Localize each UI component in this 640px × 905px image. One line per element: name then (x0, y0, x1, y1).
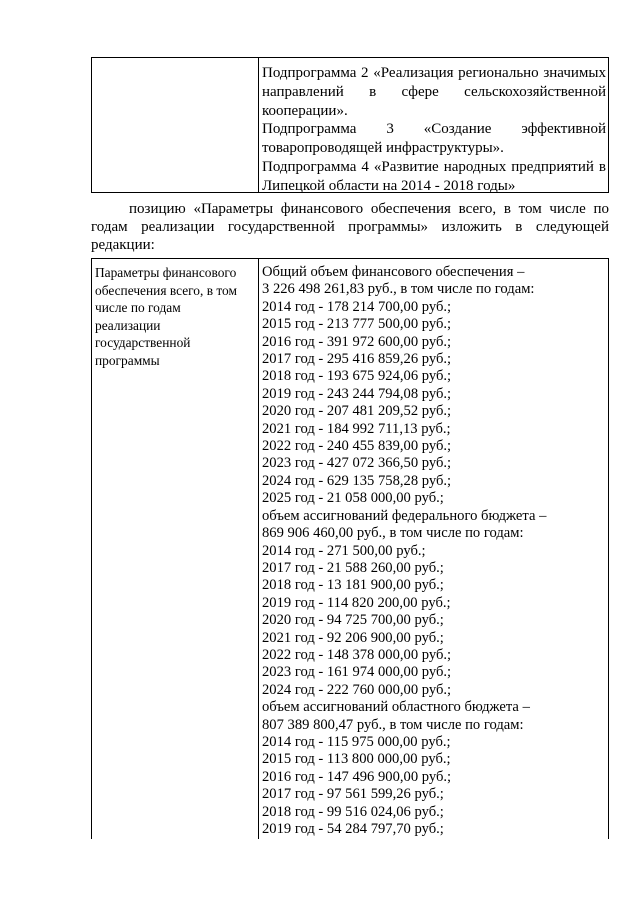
paragraph-line: позицию «Параметры финансового обеспечения всего, в том числе по (129, 201, 609, 217)
financing-line: 2019 год - 54 284 797,70 руб.; (262, 821, 444, 837)
financing-line: 2022 год - 240 455 839,00 руб.; (262, 438, 452, 455)
financing-line: 2017 год - 295 416 859,26 руб.; (262, 351, 452, 368)
financing-table (91, 258, 609, 839)
financing-line: 2018 год - 193 675 924,06 руб.; (262, 368, 452, 385)
financing-line: 2020 год - 207 481 209,52 руб.; (262, 403, 452, 420)
financing-line: 2014 год - 115 975 000,00 руб.; (262, 733, 451, 750)
financing-line: 2022 год - 148 378 000,00 руб.; (262, 646, 452, 663)
financing-line: 2018 год - 13 181 900,00 руб.; (262, 577, 444, 594)
label-line: обеспечения всего, в том (95, 282, 237, 298)
subprograms-line: направлений в сфере сельскохозяйственной (262, 83, 606, 100)
financing-values-cell (262, 264, 606, 838)
subprograms-line: Подпрограмма 3 «Создание эффективной (262, 121, 606, 138)
financing-line: Общий объем финансового обеспечения – (262, 264, 525, 280)
subprograms-line: Подпрограмма 2 «Реализация регионально значимых (262, 65, 606, 81)
instruction-paragraph (91, 200, 609, 254)
label-line: реализации (95, 317, 161, 333)
paragraph-line: годам реализации государственной программы» изложить в следующей (91, 219, 609, 235)
financing-line: 807 389 800,47 руб., в том числе по годам: (262, 716, 524, 733)
financing-line: 2017 год - 97 561 599,26 руб.; (262, 786, 444, 803)
financing-line: 2019 год - 243 244 794,08 руб.; (262, 385, 452, 402)
financing-line: 2014 год - 271 500,00 руб.; (262, 542, 426, 559)
financing-line: 2014 год - 178 214 700,00 руб.; (262, 298, 452, 315)
financing-line: 2021 год - 92 206 900,00 руб.; (262, 629, 444, 646)
financing-line: 869 906 460,00 руб., в том числе по годам: (262, 525, 524, 542)
financing-line: 2016 год - 391 972 600,00 руб.; (262, 333, 452, 350)
label-line: Параметры финансового (95, 265, 237, 280)
subprograms-line: кооперации». (262, 102, 348, 119)
label-line: числе по годам (95, 300, 181, 315)
financing-line: 2025 год - 21 058 000,00 руб.; (262, 490, 444, 507)
financing-line: 2015 год - 113 800 000,00 руб.; (262, 751, 451, 768)
financing-line: 2015 год - 213 777 500,00 руб.; (262, 316, 452, 333)
subprograms-table (91, 57, 609, 193)
financing-line: 2019 год - 114 820 200,00 руб.; (262, 594, 451, 611)
financing-line: 2017 год - 21 588 260,00 руб.; (262, 559, 444, 576)
financing-line: 2016 год - 147 496 900,00 руб.; (262, 768, 452, 785)
subprograms-cell (262, 64, 606, 196)
label-line: государственной (95, 335, 191, 350)
column-divider (258, 58, 259, 192)
subprograms-line: Липецкой области на 2014 - 2018 годы» (262, 177, 516, 194)
financing-line: объем ассигнований областного бюджета – (262, 699, 530, 716)
financing-line: 2023 год - 161 974 000,00 руб.; (262, 664, 452, 681)
financing-line: 2020 год - 94 725 700,00 руб.; (262, 612, 444, 629)
label-line: программы (95, 352, 160, 368)
subprograms-line: Подпрограмма 4 «Развитие народных предприятий в (262, 158, 606, 175)
financing-line: объем ассигнований федерального бюджета – (262, 507, 547, 524)
financing-line: 2021 год - 184 992 711,13 руб.; (262, 420, 451, 437)
parameter-label-cell (95, 264, 255, 369)
financing-line: 2023 год - 427 072 366,50 руб.; (262, 455, 452, 472)
subprograms-line: товаропроводящей инфраструктуры». (262, 140, 504, 157)
paragraph-line: редакции: (91, 237, 155, 253)
financing-line: 2018 год - 99 516 024,06 руб.; (262, 803, 444, 820)
financing-line: 3 226 498 261,83 руб., в том числе по годам: (262, 281, 535, 298)
financing-line: 2024 год - 222 760 000,00 руб.; (262, 681, 452, 698)
column-divider (258, 259, 259, 839)
financing-line: 2024 год - 629 135 758,28 руб.; (262, 472, 452, 489)
